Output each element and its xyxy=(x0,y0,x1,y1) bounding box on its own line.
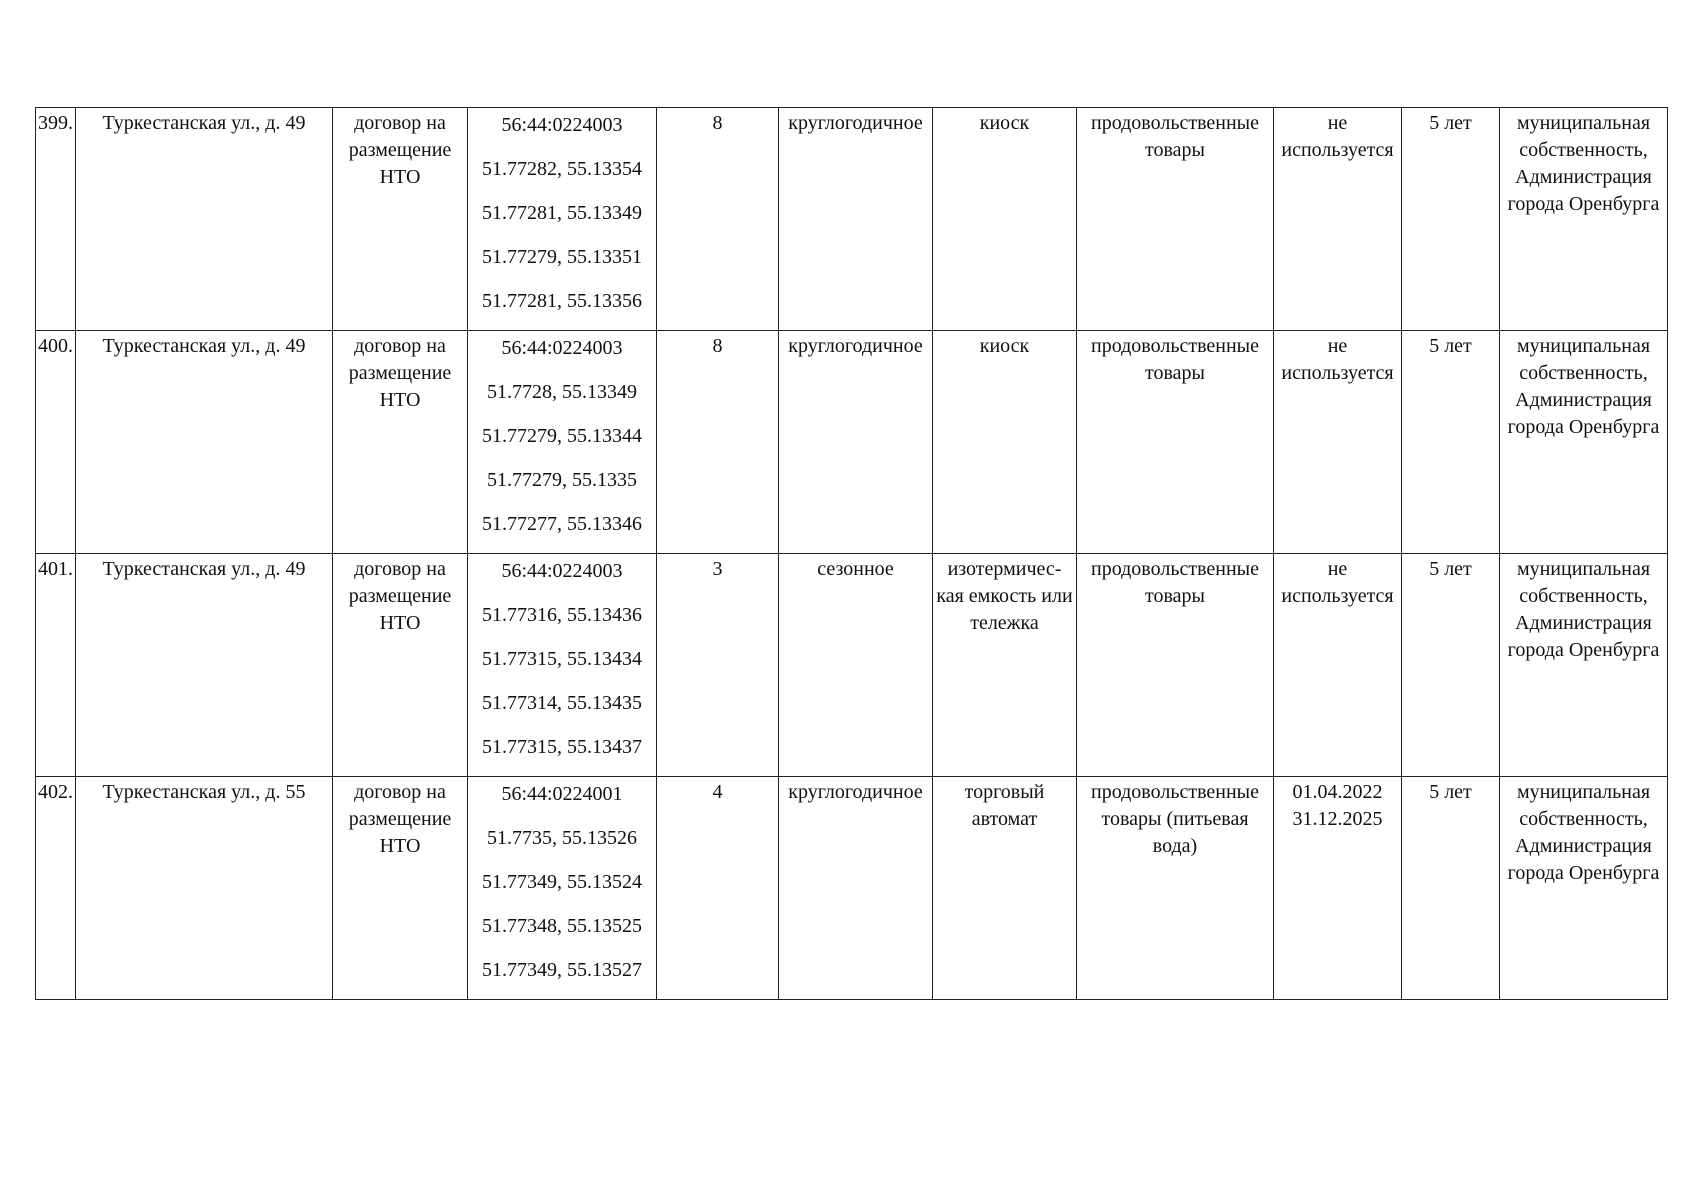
table-row xyxy=(36,331,1668,554)
usage-cell: не используется xyxy=(1274,331,1402,554)
coordinate-pair: 51.7735, 55.13526 xyxy=(487,827,637,849)
coordinate-pair: 51.77314, 55.13435 xyxy=(482,692,642,714)
table-row xyxy=(36,108,1668,331)
period-cell: сезонное xyxy=(779,554,933,777)
nto-placement-table xyxy=(35,107,1668,1000)
basis-cell: договор на размещение НТО xyxy=(333,777,468,1000)
coordinate-pair: 51.7728, 55.13349 xyxy=(487,381,637,403)
table-row xyxy=(36,777,1668,1000)
address-cell: Туркестанская ул., д. 49 xyxy=(76,108,333,331)
coordinate-pair: 51.77279, 55.1335 xyxy=(487,469,637,491)
usage-cell: не используется xyxy=(1274,108,1402,331)
coordinate-pair: 51.77315, 55.13437 xyxy=(482,736,642,758)
area-cell: 3 xyxy=(657,554,779,777)
cadastral-coords-cell xyxy=(468,777,657,1000)
table-row xyxy=(36,554,1668,777)
address-cell: Туркестанская ул., д. 49 xyxy=(76,554,333,777)
usage-cell: не используется xyxy=(1274,554,1402,777)
cadastral-number: 56:44:0224003 xyxy=(501,560,623,582)
cadastral-number: 56:44:0224003 xyxy=(501,337,623,359)
period-cell: круглогодичное xyxy=(779,331,933,554)
coordinate-pair: 51.77316, 55.13436 xyxy=(482,604,642,626)
basis-cell: договор на размещение НТО xyxy=(333,108,468,331)
coordinate-pair: 51.77282, 55.13354 xyxy=(482,158,642,180)
term-cell: 5 лет xyxy=(1402,777,1500,1000)
basis-cell: договор на размещение НТО xyxy=(333,331,468,554)
coordinate-pair: 51.77348, 55.13525 xyxy=(482,915,642,937)
term-cell: 5 лет xyxy=(1402,108,1500,331)
owner-cell: муниципальная собственность, Администрация города Оренбурга xyxy=(1500,331,1668,554)
object-type-cell: киоск xyxy=(933,108,1077,331)
coordinate-pair: 51.77277, 55.13346 xyxy=(482,513,642,535)
owner-cell: муниципальная собственность, Администрация города Оренбурга xyxy=(1500,554,1668,777)
cadastral-coords-cell xyxy=(468,554,657,777)
cadastral-coords-cell xyxy=(468,108,657,331)
object-type-cell: киоск xyxy=(933,331,1077,554)
row-number: 402. xyxy=(36,777,76,1000)
owner-cell: муниципальная собственность, Администрация города Оренбурга xyxy=(1500,777,1668,1000)
owner-cell: муниципальная собственность, Администрация города Оренбурга xyxy=(1500,108,1668,331)
cadastral-number: 56:44:0224001 xyxy=(501,783,623,805)
basis-cell: договор на размещение НТО xyxy=(333,554,468,777)
coordinate-pair: 51.77349, 55.13527 xyxy=(482,959,642,981)
term-cell: 5 лет xyxy=(1402,331,1500,554)
coordinate-pair: 51.77281, 55.13349 xyxy=(482,202,642,224)
area-cell: 8 xyxy=(657,331,779,554)
address-cell: Туркестанская ул., д. 49 xyxy=(76,331,333,554)
coordinate-pair: 51.77279, 55.13351 xyxy=(482,246,642,268)
specialization-cell: продовольственные товары xyxy=(1077,331,1274,554)
specialization-cell: продовольственные товары xyxy=(1077,554,1274,777)
coordinate-pair: 51.77279, 55.13344 xyxy=(482,425,642,447)
address-cell: Туркестанская ул., д. 55 xyxy=(76,777,333,1000)
area-cell: 4 xyxy=(657,777,779,1000)
table-body xyxy=(36,108,1668,1000)
row-number: 400. xyxy=(36,331,76,554)
area-cell: 8 xyxy=(657,108,779,331)
coordinate-pair: 51.77281, 55.13356 xyxy=(482,290,642,312)
coordinate-pair: 51.77349, 55.13524 xyxy=(482,871,642,893)
row-number: 401. xyxy=(36,554,76,777)
usage-cell: 01.04.2022 31.12.2025 xyxy=(1274,777,1402,1000)
row-number: 399. xyxy=(36,108,76,331)
period-cell: круглогодичное xyxy=(779,108,933,331)
object-type-cell: изотермичес-кая емкость или тележка xyxy=(933,554,1077,777)
object-type-cell: торговый автомат xyxy=(933,777,1077,1000)
cadastral-coords-cell xyxy=(468,331,657,554)
period-cell: круглогодичное xyxy=(779,777,933,1000)
specialization-cell: продовольственные товары xyxy=(1077,108,1274,331)
coordinate-pair: 51.77315, 55.13434 xyxy=(482,648,642,670)
specialization-cell: продовольственные товары (питьевая вода) xyxy=(1077,777,1274,1000)
term-cell: 5 лет xyxy=(1402,554,1500,777)
cadastral-number: 56:44:0224003 xyxy=(501,114,623,136)
